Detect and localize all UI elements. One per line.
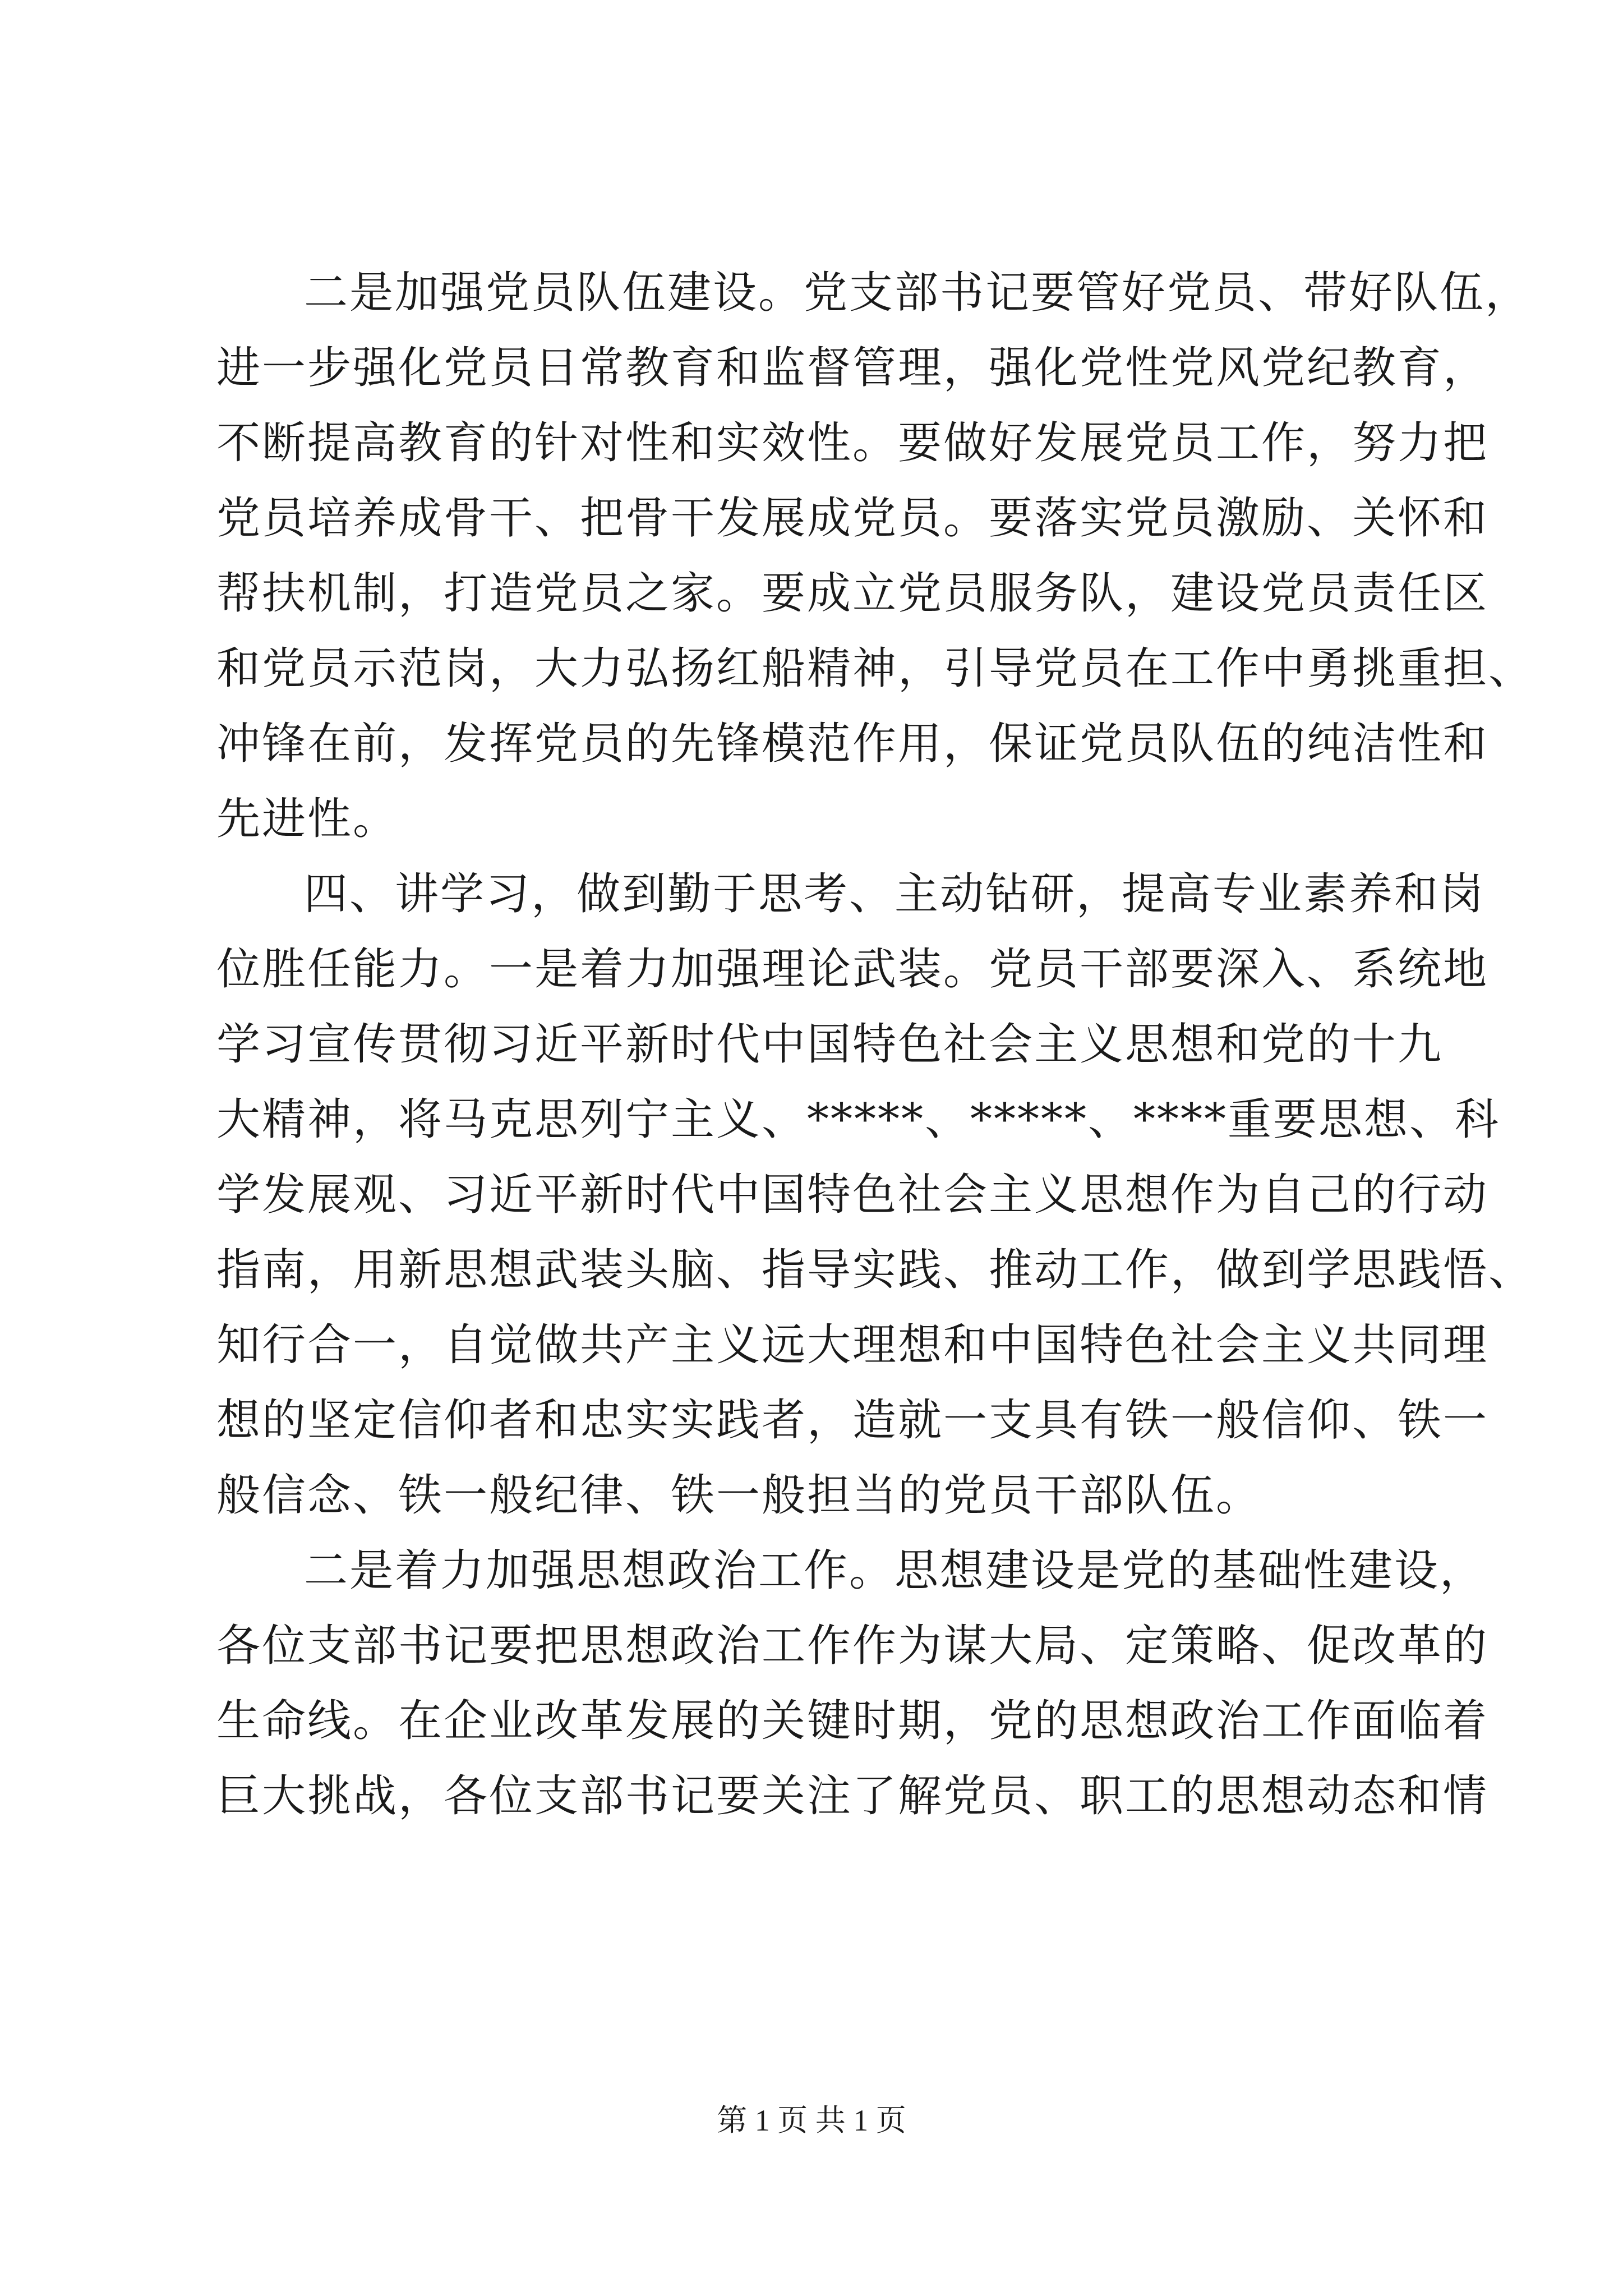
paragraph-line: 位胜任能力。一是着力加强理论武装。党员干部要深入、系统地	[216, 944, 1489, 995]
paragraph-line: 般信念、铁一般纪律、铁一般担当的党员干部队伍。	[216, 1470, 1262, 1521]
paragraph-line: 各位支部书记要把思想政治工作作为谋大局、定策略、促改革的	[216, 1621, 1489, 1671]
paragraph-line: 冲锋在前，发挥党员的先锋模范作用，保证党员队伍的纯洁性和	[216, 719, 1489, 769]
paragraph-line: 不断提高教育的针对性和实效性。要做好发展党员工作，努力把	[216, 418, 1489, 468]
paragraph-line: 知行合一，自觉做共产主义远大理想和中国特色社会主义共同理	[216, 1320, 1489, 1370]
paragraph-line: 先进性。	[216, 794, 399, 844]
paragraph-line: 四、讲学习，做到勤于思考、主动钻研，提高专业素养和岗	[304, 869, 1486, 919]
paragraph-line: 学习宣传贯彻习近平新时代中国特色社会主义思想和党的十九	[216, 1019, 1444, 1070]
page-footer: 第 1 页 共 1 页	[717, 2104, 906, 2137]
paragraph-line: 党员培养成骨干、把骨干发展成党员。要落实党员激励、关怀和	[216, 493, 1489, 544]
paragraph-line: 二是着力加强思想政治工作。思想建设是党的基础性建设，	[304, 1545, 1486, 1596]
paragraph-line: 生命线。在企业改革发展的关键时期，党的思想政治工作面临着	[216, 1696, 1489, 1746]
paragraph-line: 二是加强党员队伍建设。党支部书记要管好党员、带好队伍，	[304, 268, 1531, 318]
paragraph-line: 学发展观、习近平新时代中国特色社会主义思想作为自己的行动	[216, 1170, 1489, 1220]
paragraph-line: 帮扶机制，打造党员之家。要成立党员服务队，建设党员责任区	[216, 568, 1489, 619]
paragraph-line: 想的坚定信仰者和忠实实践者，造就一支具有铁一般信仰、铁一	[216, 1395, 1489, 1446]
body-text	[216, 255, 1534, 1834]
paragraph-line: 进一步强化党员日常教育和监督管理，强化党性党风党纪教育，	[216, 343, 1489, 393]
paragraph-line: 和党员示范岗，大力弘扬红船精神，引导党员在工作中勇挑重担、	[216, 643, 1534, 694]
paragraph-line: 指南，用新思想武装头脑、指导实践、推动工作，做到学思践悟、	[216, 1245, 1534, 1295]
paragraph-line: 大精神，将马克思列宁主义、*****、*****、****重要思想、科	[216, 1094, 1501, 1145]
paragraph-line: 巨大挑战，各位支部书记要关注了解党员、职工的思想动态和情	[216, 1771, 1489, 1821]
